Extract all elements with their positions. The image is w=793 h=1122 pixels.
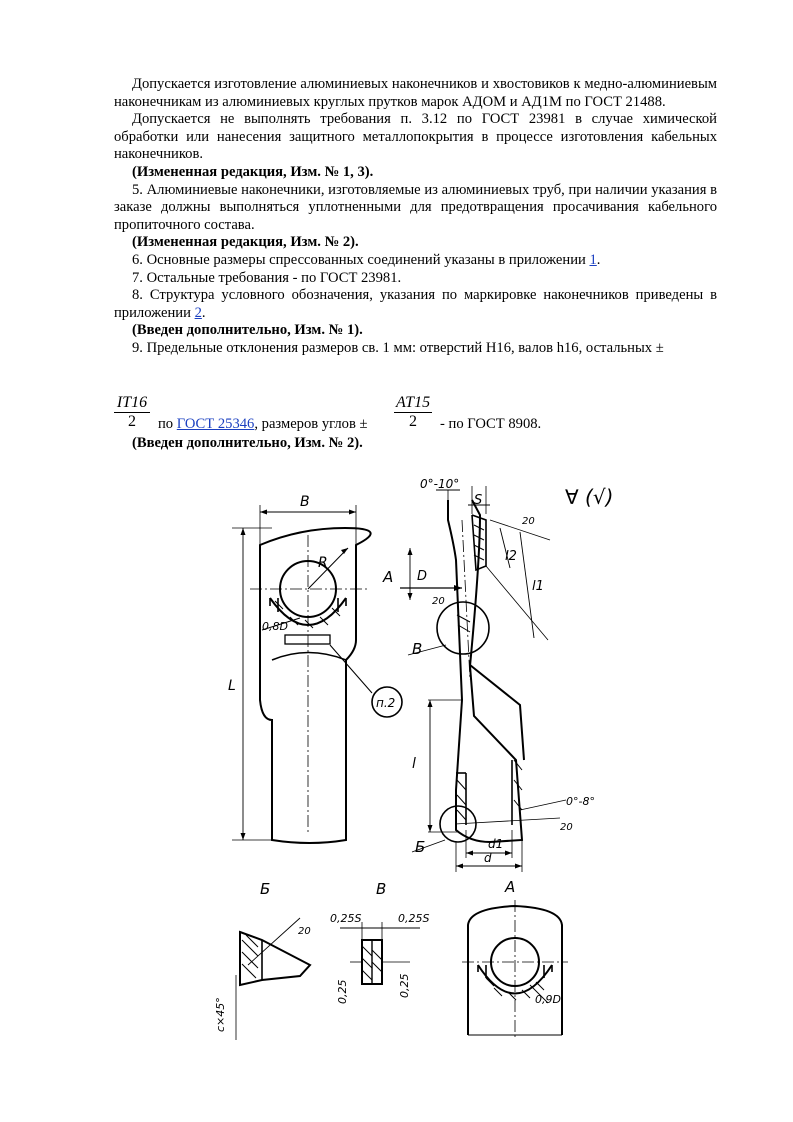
paragraph-item-6 [114,252,717,270]
dim-d-lower-label: d [484,851,492,865]
dim-l-label: L [228,678,236,694]
view-a-arrow-label: A [383,568,394,586]
dim-r-label: R [318,555,328,571]
dim-025s-left-label: 0,25S [330,912,362,925]
surface-mark-label: ∀ (√) [565,485,614,509]
fraction-it16-numerator: IT16 [114,394,150,413]
dim-b-label: B [300,494,310,510]
detail-b-view [214,880,311,1040]
roughness-mid-label: 20 [432,596,445,607]
dim-025s-right-label: 0,25S [398,912,430,925]
dim-025-left-label: 0,25 [336,979,349,1004]
view-a [462,878,568,1040]
detail-b-title: Б [260,880,271,898]
dim-l2-label: l2 [505,549,517,564]
side-view [382,477,595,872]
paragraph-aluminium-rods: Допускается изготовление алюминиевых наконечников и хвостовиков к медно-алюминиевым наконечникам из алюминиевых круглых прутков марок АДОМ и АД1М по ГОСТ 21488. [114,76,717,110]
tolerance-line [158,416,368,433]
paragraph-item-9: 9. Предельные отклонения размеров св. 1 мм: отверстий H16, валов h16, остальных ± [132,339,664,356]
gost-25346-link[interactable]: ГОСТ 25346 [176,416,255,432]
paragraph-chemical-treatment: Допускается не выполнять требования п. 3.12 по ГОСТ 23981 в случае химической обработки или нанесения защитного металлопокрытия в процессе изготовления кабельных наконечников. [114,111,717,163]
amendment-note-2: (Измененная редакция, Изм. № 2). [132,234,359,251]
appendix-1-link[interactable]: 1 [589,251,597,268]
tolerance-text-b: , размеров углов ± [254,416,368,432]
paragraph-item-8 [114,287,717,322]
callout-b-label: Б [415,838,426,856]
tolerance-text-a: по [158,416,177,432]
dim-08d-label: 0,8D [262,620,288,633]
dim-l1-label: l1 [532,579,544,594]
amendment-note-1-3: (Измененная редакция, Изм. № 1, 3). [132,163,374,180]
paragraph-item-5: 5. Алюминиевые наконечники, изготовляемые из алюминиевых труб, при наличии указания в заказе должны выполняться уплотненными для предотвращения просачивания кабельного пропиточного состава. [114,181,717,233]
fraction-at15 [394,394,432,431]
callout-v-label: В [412,640,423,658]
dim-d-upper-label: D [417,569,428,584]
item-8-text: 8. Структура условного обозначения, указания по маркировке наконечников приведены в приложении [114,287,717,321]
angle-top-label: 0°-10° [420,477,460,491]
detail-v-view [330,880,429,1004]
appendix-2-link[interactable]: 2 [194,304,202,321]
paragraph-item-7: 7. Остальные требования - по ГОСТ 23981. [132,269,402,286]
body-text [114,76,717,358]
item-6-text: 6. Основные размеры спрессованных соединений указаны в приложении [132,251,590,268]
dim-small-l-label: l [412,756,416,772]
dim-d1-label: d1 [488,837,504,851]
item-8-end: . [201,304,206,321]
fraction-it16 [114,394,150,431]
fraction-it16-denominator: 2 [128,413,136,430]
tolerance-gost-8908: - по ГОСТ 8908. [440,416,542,432]
dim-025-right-label: 0,25 [398,973,411,998]
view-a-title: А [505,878,516,896]
front-view [228,494,402,843]
item-6-end: . [596,251,601,268]
roughness-top-label: 20 [522,516,535,527]
dim-09d-label: 0,9D [535,993,561,1006]
added-note-1: (Введен дополнительно, Изм. № 1). [132,322,363,339]
cable-lug-drawing [0,460,793,1080]
roughness-detail-label: 20 [298,926,311,937]
detail-v-title: В [376,880,387,898]
roughness-bottom-label: 20 [560,822,573,833]
fraction-at15-numerator: AT15 [396,394,431,411]
chamfer-label: c×45° [214,997,227,1032]
added-note-2: (Введен дополнительно, Изм. № 2). [132,435,363,451]
angle-bottom-label: 0°-8° [566,795,595,808]
dim-s-label: S [474,493,483,508]
fraction-at15-denominator: 2 [409,413,417,430]
note-p2-label: п.2 [376,696,396,710]
